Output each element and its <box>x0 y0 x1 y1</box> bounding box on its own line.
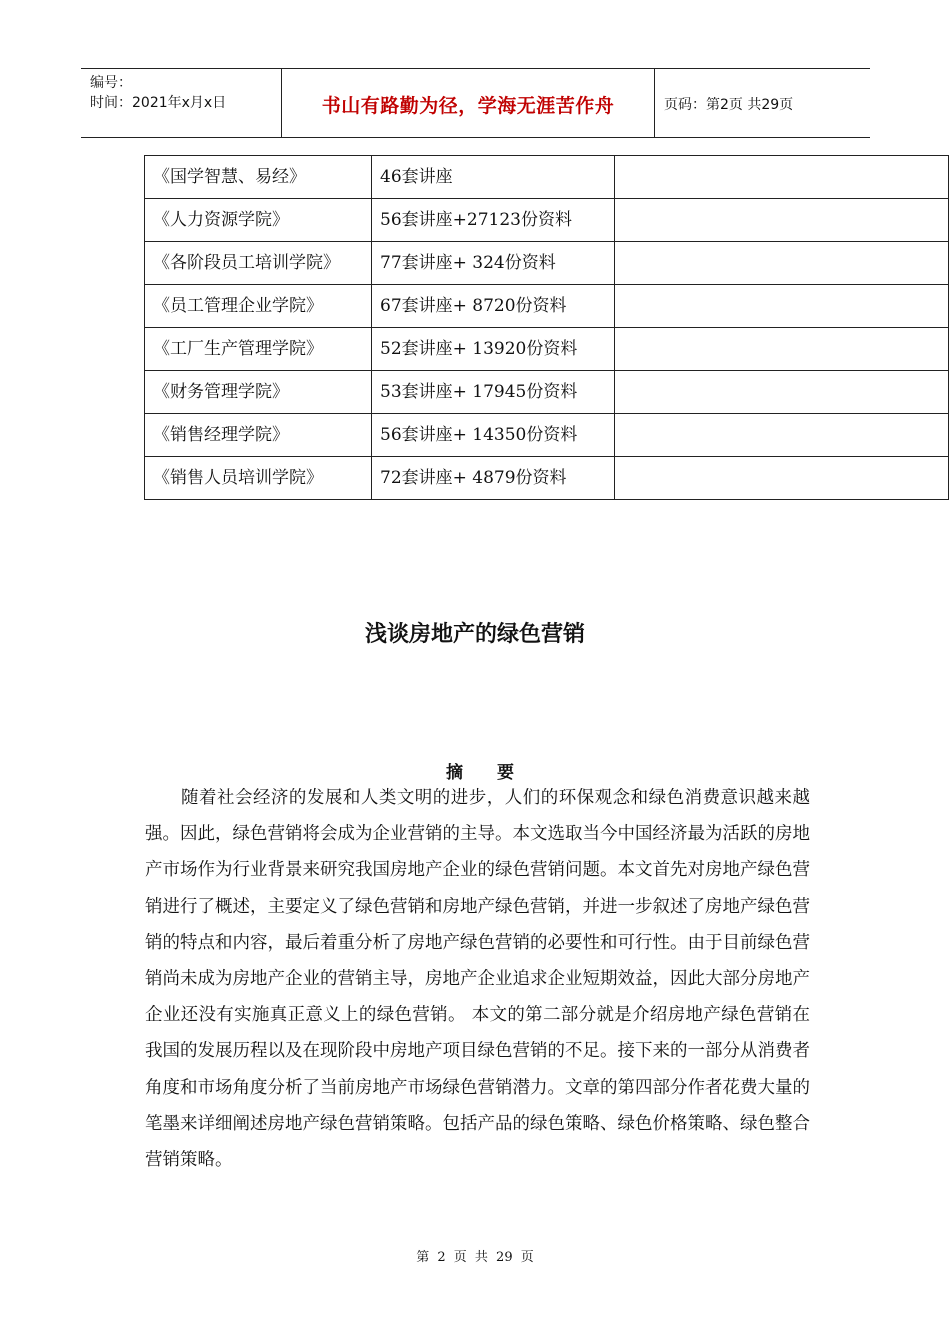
course-extra-cell <box>615 242 949 285</box>
course-content-cell: 53套讲座+ 17945份资料 <box>372 371 615 414</box>
course-extra-cell <box>615 199 949 242</box>
course-content-cell: 67套讲座+ 8720份资料 <box>372 285 615 328</box>
course-extra-cell <box>615 457 949 500</box>
course-name-cell: 《员工管理企业学院》 <box>145 285 372 328</box>
course-extra-cell <box>615 414 949 457</box>
course-extra-cell <box>615 328 949 371</box>
page-footer: 第 2 页 共 29 页 <box>416 1250 534 1265</box>
table-row <box>145 199 949 242</box>
header-page-cell <box>654 69 870 137</box>
course-name-cell: 《人力资源学院》 <box>145 199 372 242</box>
article-title: 浅谈房地产的绿色营销 <box>364 622 585 647</box>
course-name-cell: 《销售人员培训学院》 <box>145 457 372 500</box>
page-header <box>81 68 870 138</box>
document-date-label: 时间：2021年x月x日 <box>90 95 227 111</box>
course-content-cell: 56套讲座+ 14350份资料 <box>372 414 615 457</box>
course-name-cell: 《各阶段员工培训学院》 <box>145 242 372 285</box>
table-row <box>145 457 949 500</box>
abstract-body: 随着社会经济的发展和人类文明的进步，人们的环保观念和绿色消费意识越来越强。因此，绿色营销将会成为企业营销的主导。本文选取当今中国经济最为活跃的房地产市场作为行业背景来研究我国房地产企业的绿色营销问题。本文首先对房地产绿色营销进行了概述，主要定义了绿色营销和房地产绿色营销，并进一步叙述了房地产绿色营销的特点和内容，最后着重分析了房地产绿色营销的必要性和可行性。由于目前绿色营销尚未成为房地产企业的营销主导，房地产企业追求企业短期效益，因此大部分房地产企业还没有实施真正意义上的绿色营销。 本文的第二部分就是介绍房地产绿色营销在我国的发展历程以及在现阶段中房地产项目绿色营销的不足。接下来的一部分从消费者角度和市场角度分析了当前房地产市场绿色营销潜力。文章的第四部分作者花费大量的笔墨来详细阐述房地产绿色营销策略。包括产品的绿色策略、绿色价格策略、绿色整合营销策略。 <box>145 788 810 1171</box>
course-content-cell: 72套讲座+ 4879份资料 <box>372 457 615 500</box>
course-extra-cell <box>615 285 949 328</box>
header-motto-cell <box>281 69 655 137</box>
course-name-cell: 《国学智慧、易经》 <box>145 156 372 199</box>
table-row <box>145 156 949 199</box>
course-content-cell: 77套讲座+ 324份资料 <box>372 242 615 285</box>
table-row <box>145 371 949 414</box>
table-row <box>145 328 949 371</box>
table-row <box>145 285 949 328</box>
course-name-cell: 《财务管理学院》 <box>145 371 372 414</box>
header-page-info: 页码：第2页 共29页 <box>664 97 794 113</box>
course-table <box>144 155 949 500</box>
header-meta-cell <box>81 69 281 137</box>
course-content-cell: 46套讲座 <box>372 156 615 199</box>
table-row <box>145 242 949 285</box>
course-name-cell: 《工厂生产管理学院》 <box>145 328 372 371</box>
course-content-cell: 52套讲座+ 13920份资料 <box>372 328 615 371</box>
course-name-cell: 《销售经理学院》 <box>145 414 372 457</box>
course-extra-cell <box>615 371 949 414</box>
header-motto: 书山有路勤为径，学海无涯苦作舟 <box>321 95 615 117</box>
course-table-body <box>145 156 949 500</box>
document-number-label: 编号： <box>90 75 132 91</box>
table-row <box>145 414 949 457</box>
course-extra-cell <box>615 156 949 199</box>
abstract-heading: 摘 要 <box>446 763 528 783</box>
course-content-cell: 56套讲座+27123份资料 <box>372 199 615 242</box>
